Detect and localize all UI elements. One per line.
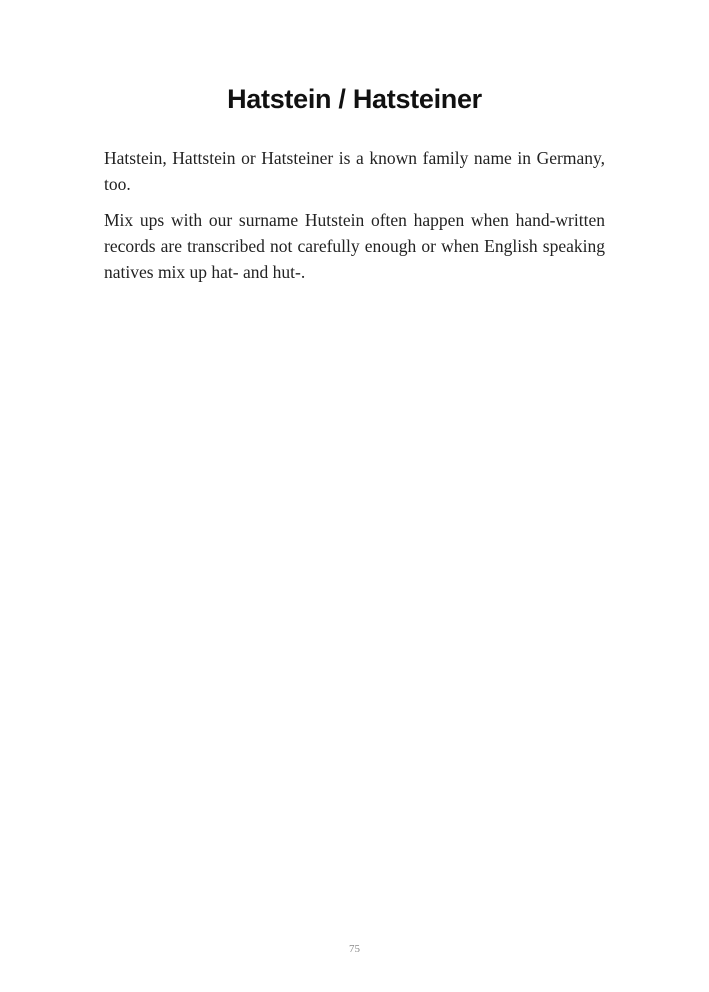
page-title: Hatstein / Hatsteiner	[227, 84, 482, 114]
paragraph: Mix ups with our surname Hutstein often happen when hand-written records are transcribed not carefully enough or when English speaking natives mix up hat- and hut-.	[104, 210, 605, 282]
paragraph: Hatstein, Hattstein or Hatsteiner is a known family name in Germany, too.	[104, 148, 605, 194]
page-number: 75	[349, 943, 360, 955]
body-text	[104, 145, 605, 295]
